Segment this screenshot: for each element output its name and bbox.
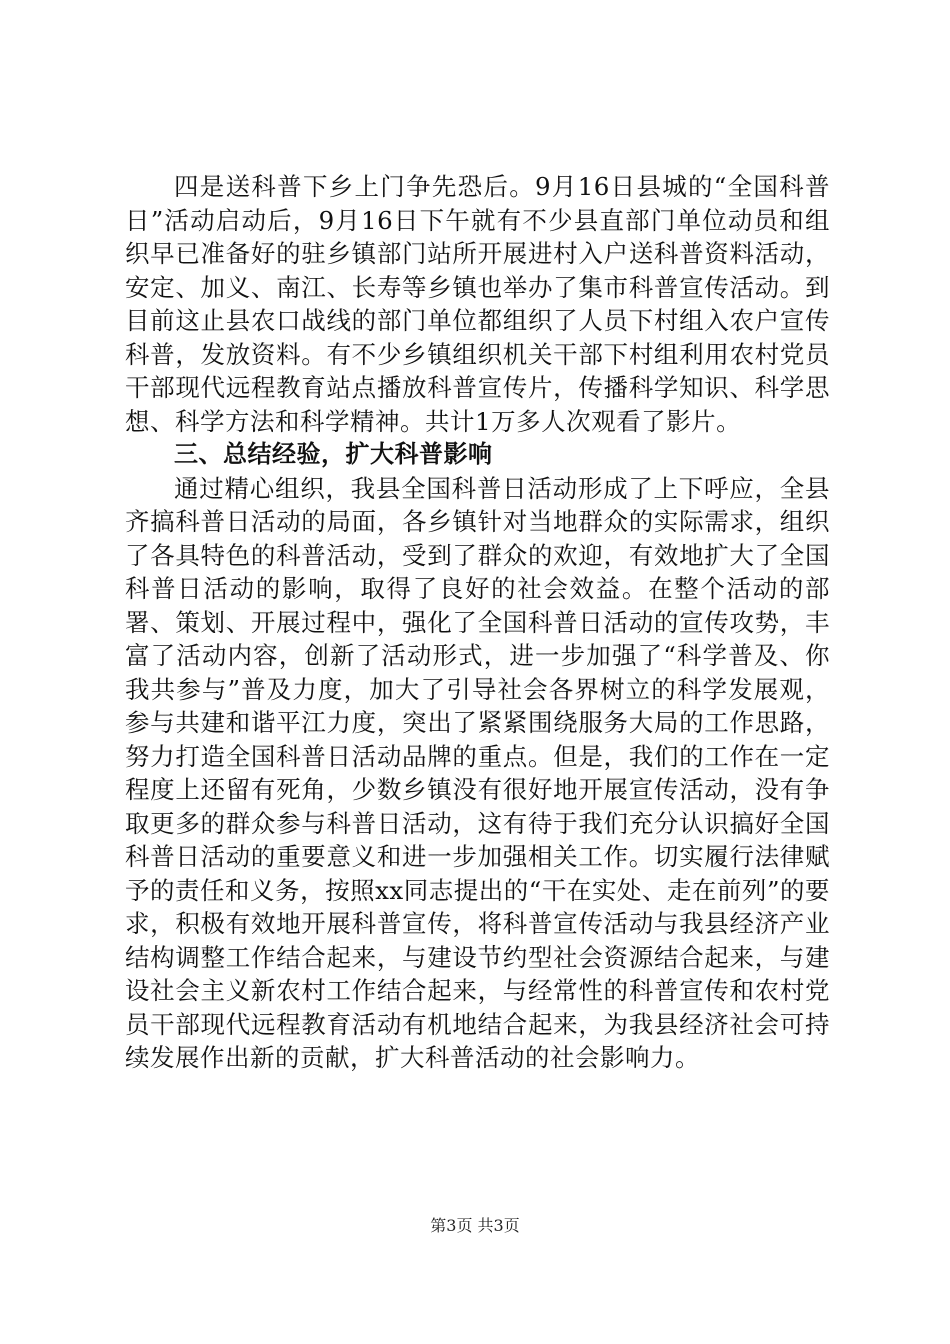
section-heading-summary: 三、总结经验，扩大科普影响 [174, 440, 493, 468]
paragraph-science-outreach: 四是送科普下乡上门争先恐后。9月16日县城的“全国科普日”活动启动后，9月16日下午就有不少县直部门单位动员和组织早已准备好的驻乡镇部门站所开展进村入户送科普资料活动，安定、加义、南江、长寿等乡镇也举办了集市科普宣传活动。到目前这止县农口战线的部门单位都组织了人员下村组入农户宣传科普，发放资料。有不少乡镇组织机关干部下村组利用农村党员干部现代远程教育站点播放科普宣传片，传播科学知识、科学思想、科学方法和科学精神。共计1万多人次观看了影片。 [125, 172, 830, 436]
document-body [125, 170, 830, 1075]
page-footer: 第3页 共3页 [430, 1216, 520, 1235]
paragraph-summary-experience: 通过精心组织，我县全国科普日活动形成了上下呼应，全县齐搞科普日活动的局面，各乡镇针对当地群众的实际需求，组织了各具特色的科普活动，受到了群众的欢迎，有效地扩大了全国科普日活动的影响，取得了良好的社会效益。在整个活动的部署、策划、开展过程中，强化了全国科普日活动的宣传攻势，丰富了活动内容，创新了活动形式，进一步加强了“科学普及、你我共参与”普及力度，加大了引导社会各界树立的科学发展观，参与共建和谐平江力度，突出了紧紧围绕服务大局的工作思路，努力打造全国科普日活动品牌的重点。但是，我们的工作在一定程度上还留有死角，少数乡镇没有很好地开展宣传活动，没有争取更多的群众参与科普日活动，这有待于我们充分认识搞好全国科普日活动的重要意义和进一步加强相关工作。切实履行法律赋予的责任和义务，按照xx同志提出的“干在实处、走在前列”的要求，积极有效地开展科普宣传，将科普宣传活动与我县经济产业结构调整工作结合起来，与建设节约型社会资源结合起来，与建设社会主义新农村工作结合起来，与经常性的科普宣传和农村党员干部现代远程教育活动有机地结合起来，为我县经济社会可持续发展作出新的贡献，扩大科普活动的社会影响力。 [125, 473, 830, 1072]
